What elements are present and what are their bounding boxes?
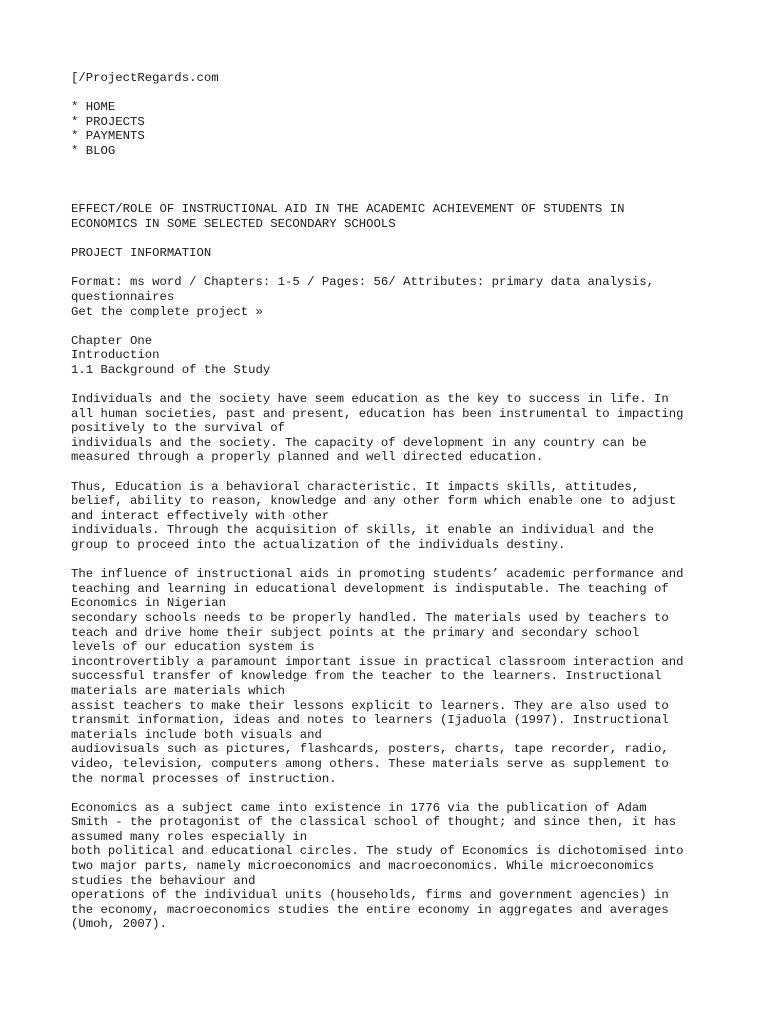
paragraph-line: both political and educational circles. The study of Economics is dichotomised into bbox=[71, 844, 684, 859]
paragraph-line: individuals and the society. The capacity of development in any country can be bbox=[71, 435, 647, 450]
paragraph-line: studies the behaviour and bbox=[71, 873, 256, 888]
paragraph-line: group to proceed into the actualization of the individuals destiny. bbox=[71, 538, 566, 553]
chapter-heading bbox=[71, 334, 768, 378]
paragraph-line: video, television, computers among others. These materials serve as supplement to bbox=[71, 756, 669, 771]
nav-item-payments[interactable]: * PAYMENTS bbox=[71, 129, 145, 144]
paragraph-line: measured through a properly planned and well directed education. bbox=[71, 450, 544, 465]
nav-list bbox=[71, 100, 768, 158]
paragraph-line: teach and drive home their subject points at the primary and secondary school bbox=[71, 625, 640, 640]
paragraph-line: Smith - the protagonist of the classical school of thought; and since then, it has bbox=[71, 815, 677, 830]
paragraph bbox=[71, 480, 768, 553]
paragraph-line: assumed many roles especially in bbox=[71, 829, 308, 844]
paragraph-line: The influence of instructional aids in promoting students’ academic performance and bbox=[71, 567, 684, 582]
paragraph-line: Economics as a subject came into existence in 1776 via the publication of Adam bbox=[71, 800, 647, 815]
paragraph-line: belief, ability to reason, knowledge and any other form which enable one to adjust bbox=[71, 494, 677, 509]
nav-item-blog[interactable]: * BLOG bbox=[71, 143, 116, 158]
spacer bbox=[71, 465, 768, 480]
paragraph-line: secondary schools needs to be properly handled. The materials used by teachers to bbox=[71, 610, 669, 625]
spacer bbox=[71, 261, 768, 276]
body-paragraphs bbox=[71, 392, 768, 932]
meta-line: questionnaires bbox=[71, 289, 175, 304]
paragraph-line: the economy, macroeconomics studies the entire economy in aggregates and averages bbox=[71, 902, 669, 917]
paragraph-line: Individuals and the society have seem education as the key to success in life. In bbox=[71, 392, 669, 407]
paragraph-line: assist teachers to make their lessons explicit to learners. They are also used to bbox=[71, 698, 669, 713]
paragraph-line: Thus, Education is a behavioral characteristic. It impacts skills, attitudes, bbox=[71, 479, 640, 494]
paragraph-line: transmit information, ideas and notes to learners (Ijaduola (1997). Instructional bbox=[71, 713, 669, 728]
section-title: Introduction bbox=[71, 348, 160, 363]
nav-item-projects[interactable]: * PROJECTS bbox=[71, 114, 145, 129]
document-title bbox=[71, 202, 768, 231]
paragraph-line: successful transfer of knowledge from the teacher to the learners. Instructional bbox=[71, 669, 662, 684]
get-project-link[interactable]: Get the complete project » bbox=[71, 304, 263, 319]
title-line: ECONOMICS IN SOME SELECTED SECONDARY SCHOOLS bbox=[71, 216, 396, 231]
spacer bbox=[71, 553, 768, 568]
project-info-heading: PROJECT INFORMATION bbox=[71, 246, 212, 261]
nav-item-home[interactable]: * HOME bbox=[71, 100, 116, 115]
spacer bbox=[71, 319, 768, 334]
spacer bbox=[71, 786, 768, 801]
paragraph-line: operations of the individual units (households, firms and government agencies) in bbox=[71, 888, 669, 903]
paragraph-line: teaching and learning in educational development is indisputable. The teaching of bbox=[71, 581, 669, 596]
paragraph-line: audiovisuals such as pictures, flashcards, posters, charts, tape recorder, radio, bbox=[71, 742, 669, 757]
paragraph-line: (Umoh, 2007). bbox=[71, 917, 167, 932]
paragraph-line: all human societies, past and present, education has been instrumental to impacting bbox=[71, 406, 684, 421]
site-link[interactable]: [/ProjectRegards.com bbox=[71, 71, 219, 85]
project-meta bbox=[71, 275, 768, 319]
subsection-title: 1.1 Background of the Study bbox=[71, 362, 271, 377]
paragraph bbox=[71, 567, 768, 786]
spacer bbox=[71, 159, 768, 203]
paragraph bbox=[71, 801, 768, 932]
paragraph-line: Economics in Nigerian bbox=[71, 596, 226, 611]
paragraph-line: materials are materials which bbox=[71, 683, 286, 698]
meta-line: Format: ms word / Chapters: 1-5 / Pages: 56/ Attributes: primary data analysis, bbox=[71, 275, 654, 290]
paragraph-line: positively to the survival of bbox=[71, 421, 286, 436]
chapter-title: Chapter One bbox=[71, 333, 153, 348]
paragraph-line: levels of our education system is bbox=[71, 640, 315, 655]
spacer bbox=[71, 86, 768, 101]
paragraph bbox=[71, 392, 768, 465]
spacer bbox=[71, 232, 768, 247]
spacer bbox=[71, 377, 768, 392]
paragraph-line: two major parts, namely microeconomics and macroeconomics. While microeconomics bbox=[71, 859, 654, 874]
paragraph-line: individuals. Through the acquisition of skills, it enable an individual and the bbox=[71, 523, 654, 538]
title-line: EFFECT/ROLE OF INSTRUCTIONAL AID IN THE ACADEMIC ACHIEVEMENT OF STUDENTS IN bbox=[71, 202, 625, 217]
paragraph-line: incontrovertibly a paramount important issue in practical classroom interaction and bbox=[71, 654, 684, 669]
paragraph-line: the normal processes of instruction. bbox=[71, 771, 337, 786]
paragraph-line: and interact effectively with other bbox=[71, 508, 330, 523]
paragraph-line: materials include both visuals and bbox=[71, 727, 322, 742]
